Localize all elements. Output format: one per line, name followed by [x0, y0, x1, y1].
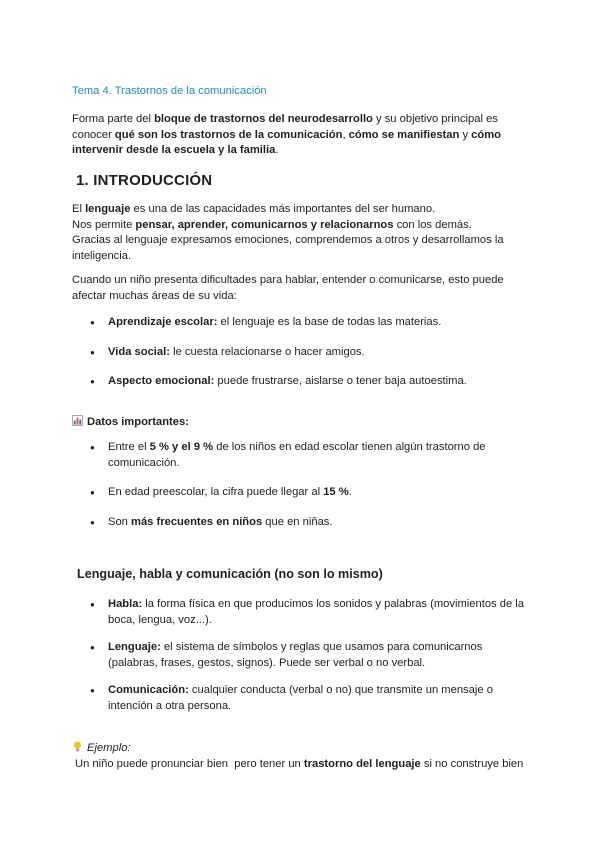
- list-item: ● Comunicación: cualquier conducta (verbal o no) que transmite un mensaje o intención a otra persona.: [90, 683, 530, 714]
- list-item: ● En edad preescolar, la cifra puede llegar al 15 %.: [90, 485, 530, 501]
- bar-chart-icon: [72, 415, 83, 426]
- list-item: ● Aprendizaje escolar: el lenguaje es la base de todas las materias.: [90, 315, 530, 331]
- lenguaje-paragraph: El lenguaje es una de las capacidades más importantes del ser humano. Nos permite pensar, aprender, comunicarnos y relacionarnos con los demás. Gracias al lenguaje expresamos emociones, comprendemos a otros y desarrollamos la inteligencia.: [72, 203, 504, 262]
- list-item: ● Habla: la forma física en que producimos los sonidos y palabras (movimientos de la boca, lengua, voz...).: [90, 597, 530, 628]
- intro-paragraph: Forma parte del bloque de trastornos del neurodesarrollo y su objetivo principal es conocer qué son los trastornos de la comunicación, cómo se manifiestan y cómo intervenir desde la escuela y la familia.: [72, 113, 501, 156]
- definitions-list: [90, 597, 530, 714]
- list-item: ● Son más frecuentes en niños que en niñas.: [90, 515, 530, 531]
- list-item: ● Vida social: le cuesta relacionarse o hacer amigos.: [90, 345, 530, 361]
- areas-list: [90, 315, 530, 390]
- section-heading-introduccion: 1. INTRODUCCIÓN: [76, 172, 213, 189]
- section-heading-lenguaje-habla: Lenguaje, habla y comunicación (no son lo mismo): [77, 567, 383, 581]
- list-item: ● Aspecto emocional: puede frustrarse, aislarse o tener baja autoestima.: [90, 374, 530, 390]
- datos-heading: Datos importantes:: [72, 415, 532, 431]
- topic-heading: Tema 4. Trastornos de la comunicación: [72, 85, 267, 97]
- list-item: ● Lenguaje: el sistema de símbolos y reglas que usamos para comunicarnos (palabras, frases, gestos, signos). Puede ser verbal o no verbal.: [90, 640, 530, 671]
- datos-list: [90, 440, 530, 530]
- ejemplo-text: Un niño puede pronunciar bien pero tener un trastorno del lenguaje si no construye bien: [75, 758, 524, 770]
- dificultades-paragraph: Cuando un niño presenta dificultades para hablar, entender o comunicarse, esto puede afectar muchas áreas de su vida:: [72, 274, 504, 302]
- list-item: ● Entre el 5 % y el 9 % de los niños en edad escolar tienen algún trastorno de comunicación.: [90, 440, 530, 471]
- light-bulb-icon: [72, 741, 83, 752]
- ejemplo-label: Ejemplo:: [72, 741, 532, 757]
